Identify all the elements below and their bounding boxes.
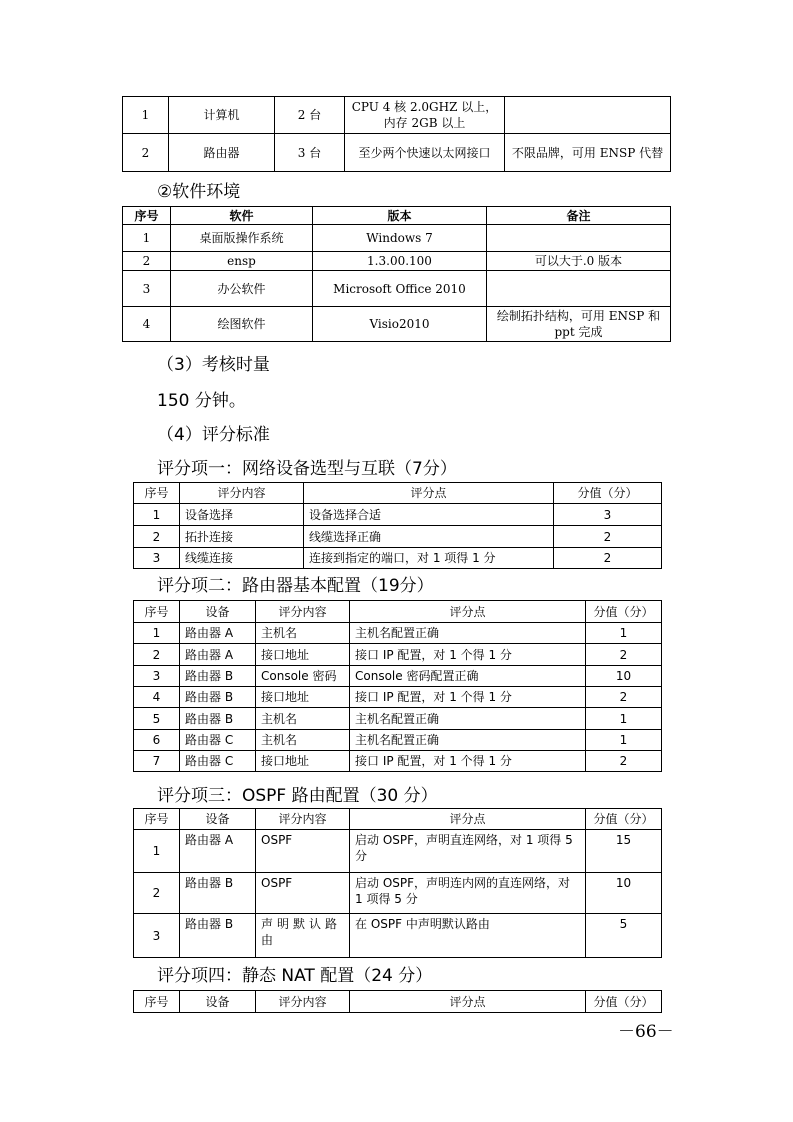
cell: 桌面版操作系统 <box>171 225 313 252</box>
cell: 2 <box>554 548 662 569</box>
cell: 1 <box>134 623 180 644</box>
cell: 5 <box>586 914 662 958</box>
cell: 1.3.00.100 <box>313 252 487 271</box>
duration-text: 150 分钟。 <box>157 391 246 411</box>
cell: 4 <box>123 307 171 342</box>
cell: 2 <box>586 687 662 708</box>
header-cell: 评分点 <box>350 809 586 830</box>
cell: 2 <box>586 644 662 666</box>
cell: 1 <box>123 97 169 134</box>
header-cell: 序号 <box>134 809 180 830</box>
cell: 2 <box>586 751 662 772</box>
cell: 至少两个快速以太网接口 <box>345 134 505 172</box>
header-cell: 版本 <box>313 207 487 225</box>
cell: 路由器 A <box>180 623 256 644</box>
table-row <box>134 504 662 526</box>
cell: 路由器 B <box>180 666 256 687</box>
cell: 接口 IP 配置，对 1 个得 1 分 <box>350 644 586 666</box>
header-cell: 序号 <box>123 207 171 225</box>
cell: 路由器 C <box>180 751 256 772</box>
cell: Console 密码配置正确 <box>350 666 586 687</box>
cell: 路由器 A <box>180 644 256 666</box>
cell: OSPF <box>256 873 350 914</box>
cell: 办公软件 <box>171 271 313 307</box>
item3-table <box>133 808 662 958</box>
table-row <box>123 225 671 252</box>
cell: Visio2010 <box>313 307 487 342</box>
cell: 线缆选择正确 <box>304 526 554 548</box>
cell: 2 <box>134 644 180 666</box>
cell: 1 <box>123 225 171 252</box>
cell: 3 <box>134 548 180 569</box>
table-row <box>134 751 662 772</box>
header-cell: 分值（分） <box>554 483 662 504</box>
cell: 接口地址 <box>256 644 350 666</box>
cell: 2 <box>123 134 169 172</box>
cell: 主机名配置正确 <box>350 708 586 730</box>
table-row <box>134 708 662 730</box>
cell: 绘图软件 <box>171 307 313 342</box>
cell: 接口地址 <box>256 687 350 708</box>
table-row <box>123 134 671 172</box>
cell: 6 <box>134 730 180 751</box>
cell: 主机名 <box>256 708 350 730</box>
item3-title: 评分项三：OSPF 路由配置（30 分） <box>157 786 438 806</box>
cell: 1 <box>134 504 180 526</box>
cell: 7 <box>134 751 180 772</box>
table-row <box>134 623 662 644</box>
table-row <box>134 644 662 666</box>
cell: 设备选择合适 <box>304 504 554 526</box>
cell: 路由器 B <box>180 687 256 708</box>
header-cell: 评分内容 <box>256 809 350 830</box>
software-table <box>122 206 671 342</box>
table-row <box>134 730 662 751</box>
cell: 3 <box>123 271 171 307</box>
cell: 计算机 <box>169 97 275 134</box>
item2-title: 评分项二：路由器基本配置（19分） <box>157 576 434 596</box>
header-cell: 评分内容 <box>256 601 350 623</box>
cell: OSPF <box>256 830 350 873</box>
cell: ensp <box>171 252 313 271</box>
cell: Console 密码 <box>256 666 350 687</box>
cell: 主机名 <box>256 730 350 751</box>
header-cell: 评分点 <box>304 483 554 504</box>
cell: 连接到指定的端口，对 1 项得 1 分 <box>304 548 554 569</box>
page-number: －66－ <box>618 1022 674 1042</box>
cell: 路由器 A <box>180 830 256 873</box>
cell: 路由器 B <box>180 914 256 958</box>
header-cell: 序号 <box>134 991 180 1013</box>
cell: 主机名配置正确 <box>350 730 586 751</box>
cell: 路由器 B <box>180 708 256 730</box>
cell: 2 <box>554 526 662 548</box>
table-row <box>134 687 662 708</box>
cell: 启动 OSPF，声明连内网的直连网络，对 1 项得 5 分 <box>350 873 586 914</box>
cell <box>487 271 671 307</box>
cell: 4 <box>134 687 180 708</box>
hardware-table <box>122 96 671 172</box>
table-row <box>134 526 662 548</box>
cell: 10 <box>586 666 662 687</box>
section3-heading: （3）考核时量 <box>157 355 270 375</box>
cell: 1 <box>586 730 662 751</box>
cell: 主机名 <box>256 623 350 644</box>
item1-title: 评分项一：网络设备选型与互联（7分） <box>157 459 457 479</box>
cell: 启动 OSPF，声明直连网络，对 1 项得 5 分 <box>350 830 586 873</box>
cell: 2 <box>134 873 180 914</box>
cell: 路由器 C <box>180 730 256 751</box>
table-header-row <box>134 601 662 623</box>
header-cell: 分值（分） <box>586 601 662 623</box>
cell: 不限品牌，可用 ENSP 代替 <box>505 134 671 172</box>
cell <box>487 225 671 252</box>
header-cell: 设备 <box>180 601 256 623</box>
cell: 2 <box>134 526 180 548</box>
header-cell: 评分内容 <box>180 483 304 504</box>
cell: 线缆连接 <box>180 548 304 569</box>
table-row <box>123 97 671 134</box>
cell: CPU 4 核 2.0GHZ 以上，内存 2GB 以上 <box>345 97 505 134</box>
cell: 3 <box>554 504 662 526</box>
cell: Microsoft Office 2010 <box>313 271 487 307</box>
cell: 3 <box>134 666 180 687</box>
header-cell: 分值（分） <box>586 809 662 830</box>
table-header-row <box>123 207 671 225</box>
item4-table <box>133 990 662 1013</box>
header-cell: 评分点 <box>350 991 586 1013</box>
header-cell: 备注 <box>487 207 671 225</box>
cell: 3 台 <box>275 134 345 172</box>
table-row <box>134 914 662 958</box>
header-cell: 序号 <box>134 601 180 623</box>
cell: 2 台 <box>275 97 345 134</box>
cell: 2 <box>123 252 171 271</box>
cell: Windows 7 <box>313 225 487 252</box>
table-row <box>134 873 662 914</box>
item1-table <box>133 482 662 569</box>
cell: 拓扑连接 <box>180 526 304 548</box>
software-heading: ②软件环境 <box>157 182 241 202</box>
table-header-row <box>134 991 662 1013</box>
header-cell: 序号 <box>134 483 180 504</box>
cell: 在 OSPF 中声明默认路由 <box>350 914 586 958</box>
table-row <box>134 548 662 569</box>
table-row <box>134 830 662 873</box>
cell: 声明默认路由 <box>256 914 350 958</box>
cell: 接口 IP 配置，对 1 个得 1 分 <box>350 687 586 708</box>
table-row <box>134 666 662 687</box>
cell: 可以大于.0 版本 <box>487 252 671 271</box>
cell: 3 <box>134 914 180 958</box>
cell: 主机名配置正确 <box>350 623 586 644</box>
cell: 绘制拓扑结构，可用 ENSP 和 ppt 完成 <box>487 307 671 342</box>
cell: 设备选择 <box>180 504 304 526</box>
section4-heading: （4）评分标准 <box>157 425 270 445</box>
item2-table <box>133 600 662 772</box>
cell: 1 <box>586 708 662 730</box>
header-cell: 评分点 <box>350 601 586 623</box>
cell: 5 <box>134 708 180 730</box>
table-header-row <box>134 809 662 830</box>
header-cell: 评分内容 <box>256 991 350 1013</box>
table-row <box>123 271 671 307</box>
header-cell: 分值（分） <box>586 991 662 1013</box>
cell: 15 <box>586 830 662 873</box>
cell: 10 <box>586 873 662 914</box>
table-row <box>123 252 671 271</box>
table-header-row <box>134 483 662 504</box>
header-cell: 设备 <box>180 991 256 1013</box>
table-row <box>123 307 671 342</box>
header-cell: 设备 <box>180 809 256 830</box>
cell: 接口地址 <box>256 751 350 772</box>
item4-title: 评分项四：静态 NAT 配置（24 分） <box>157 966 433 986</box>
cell: 路由器 <box>169 134 275 172</box>
cell: 1 <box>134 830 180 873</box>
cell: 1 <box>586 623 662 644</box>
cell: 接口 IP 配置，对 1 个得 1 分 <box>350 751 586 772</box>
header-cell: 软件 <box>171 207 313 225</box>
cell: 路由器 B <box>180 873 256 914</box>
cell <box>505 97 671 134</box>
